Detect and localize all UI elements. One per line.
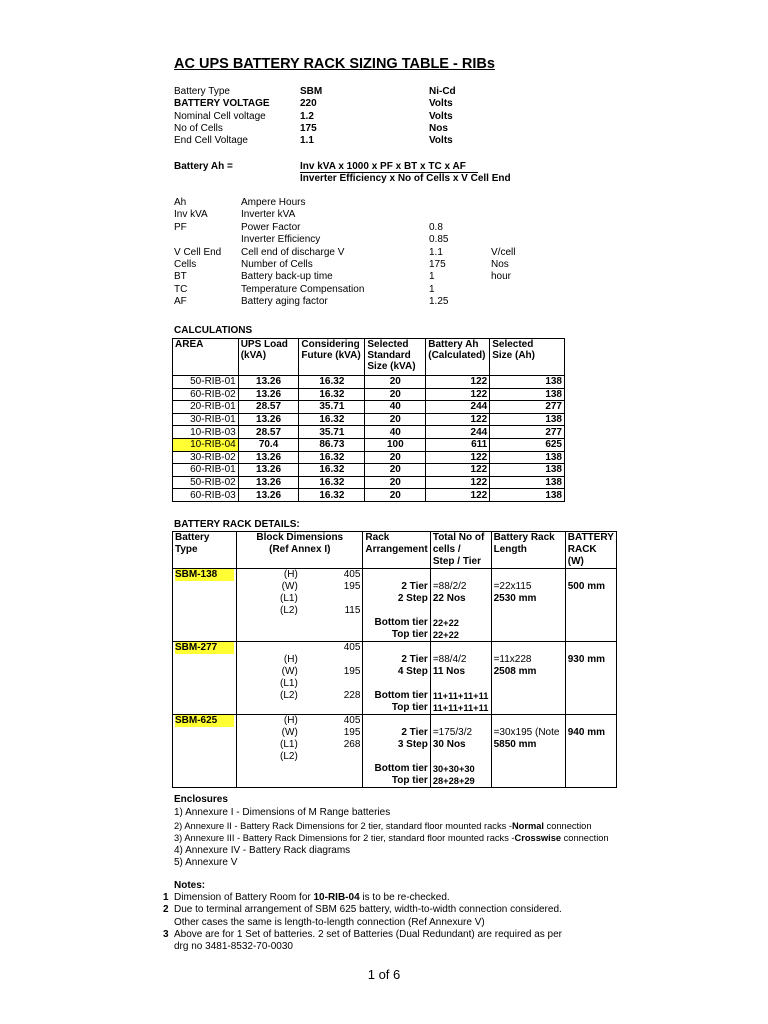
dimension-label: (W)	[281, 727, 298, 738]
battery-type-label: SBM-138	[175, 569, 234, 581]
spacer	[433, 642, 489, 654]
spacer	[433, 569, 489, 581]
note-number: 1	[163, 892, 169, 903]
enclosure-bold: Crosswise	[514, 833, 562, 844]
dimension-label: (H)	[283, 569, 298, 580]
dimension-label: (H)	[283, 654, 298, 665]
selected-ah-cell: 138	[490, 489, 565, 502]
legend-desc: Cell end of discharge V	[241, 246, 345, 258]
legend-value: 1	[429, 283, 435, 295]
top-tier-value: 28+28+29	[432, 776, 475, 786]
column-header: Block Dimensions (Ref Annex I)	[237, 532, 363, 569]
spec-unit: Ni-Cd	[429, 86, 456, 97]
standard-size-cell: 20	[365, 464, 426, 477]
selected-ah-cell: 138	[490, 413, 565, 426]
top-tier-label: Top tier	[391, 775, 428, 786]
spec-unit: Volts	[429, 110, 453, 122]
column-header: AREA	[173, 339, 239, 376]
column-header: Selected Standard Size (kVA)	[365, 339, 426, 376]
standard-size-cell: 20	[365, 376, 426, 389]
note-line: Dimension of Battery Room for	[174, 892, 314, 903]
note-suffix: is to be re-checked.	[359, 892, 450, 903]
top-tier-label: Top tier	[391, 702, 428, 713]
top-tier-value: 22+22	[432, 630, 459, 640]
column-header: Rack Arrangement	[363, 532, 430, 569]
table-row	[173, 401, 565, 414]
calculations-table	[172, 338, 565, 502]
rack-arrangement-cell	[363, 569, 430, 642]
calculations-heading: CALCULATIONS	[174, 325, 253, 336]
column-header: UPS Load (kVA)	[238, 339, 299, 376]
table-row	[173, 489, 565, 502]
battery-ah-cell: 611	[426, 438, 490, 451]
rack-length-formula: =30x195 (Note	[493, 727, 560, 738]
dimension-value: 405	[343, 715, 361, 726]
ups-load-cell: 13.26	[238, 476, 299, 489]
selected-ah-cell: 138	[490, 464, 565, 477]
dimension-value	[302, 654, 361, 666]
column-header: Battery Ah (Calculated)	[426, 339, 490, 376]
table-row	[173, 426, 565, 439]
rack-length-value: 2530 mm	[493, 593, 537, 604]
battery-ah-cell: 122	[426, 489, 490, 502]
legend-desc: Battery back-up time	[241, 271, 333, 283]
selected-ah-cell: 138	[490, 451, 565, 464]
spec-unit: Volts	[429, 135, 453, 147]
dimension-label: (W)	[281, 666, 298, 677]
column-header: Considering Future (kVA)	[299, 339, 365, 376]
spacer	[568, 715, 614, 727]
spacer	[365, 678, 427, 690]
spec-value: SBM	[300, 86, 323, 97]
battery-ah-cell: 122	[426, 413, 490, 426]
legend-unit: hour	[491, 271, 512, 283]
notes-heading: Notes:	[174, 880, 206, 891]
column-header: Selected Size (Ah)	[490, 339, 565, 376]
battery-ah-cell: 244	[426, 401, 490, 414]
note-line: drg no 3481-8532-70-0030	[174, 941, 293, 953]
page-title: AC UPS BATTERY RACK SIZING TABLE - RIBs	[174, 56, 495, 72]
rack-length-value: 2508 mm	[493, 666, 537, 677]
cells-ratio: =88/2/2	[432, 581, 467, 592]
spec-label: No of Cells	[174, 122, 223, 134]
spec-unit: Nos	[429, 122, 448, 134]
column-header: BATTERY RACK (W)	[565, 532, 616, 569]
dimension-value: 115	[344, 605, 361, 616]
battery-ah-cell: 122	[426, 476, 490, 489]
dimension-labels-cell	[237, 715, 300, 788]
standard-size-cell: 20	[365, 476, 426, 489]
spacer	[494, 642, 563, 654]
note-line: Other cases the same is length-to-length connection (Ref Annexure V)	[174, 916, 485, 928]
spec-value: 220	[300, 98, 317, 110]
spec-label: BATTERY VOLTAGE	[174, 98, 270, 110]
column-header: Battery Rack Length	[491, 532, 565, 569]
rack-width-value: 940 mm	[567, 727, 605, 738]
legend-value: 1	[429, 271, 435, 283]
tier-count: 2 Tier	[401, 654, 428, 665]
spec-label: Battery Type	[174, 86, 230, 97]
selected-ah-cell: 277	[490, 401, 565, 414]
spacer	[568, 642, 614, 654]
dimension-value: 195	[343, 727, 361, 738]
table-row	[173, 464, 565, 477]
spacer	[433, 751, 489, 763]
dimension-values-cell	[300, 715, 363, 788]
dimension-label: (L1)	[279, 678, 298, 689]
spec-label: End Cell Voltage	[174, 135, 248, 147]
selected-ah-cell: 625	[490, 438, 565, 451]
enclosures-heading: Enclosures	[174, 794, 228, 805]
tier-count: 2 Tier	[401, 727, 428, 738]
standard-size-cell: 40	[365, 401, 426, 414]
future-load-cell: 16.32	[299, 388, 365, 401]
spec-value: 1.1	[300, 135, 314, 147]
legend-abbr: V Cell End	[174, 246, 222, 258]
rack-arrangement-cell	[363, 642, 430, 715]
area-cell: 10-RIB-03	[173, 426, 239, 439]
enclosure-text: 2) Annexure II - Battery Rack Dimensions for 2 tier, standard floor mounted racks -	[174, 820, 512, 831]
spacer	[494, 569, 563, 581]
future-load-cell: 35.71	[299, 426, 365, 439]
ups-load-cell: 13.26	[238, 464, 299, 477]
rack-length-cell	[491, 715, 565, 788]
enclosure-item	[174, 807, 390, 819]
legend-abbr: Inv kVA	[174, 209, 208, 221]
ups-load-cell: 28.57	[238, 426, 299, 439]
note-number: 3	[163, 928, 169, 940]
future-load-cell: 16.32	[299, 451, 365, 464]
spacer	[433, 605, 489, 617]
spec-unit: Volts	[429, 98, 453, 110]
step-count: 4 Step	[397, 666, 428, 677]
dimension-value: 268	[343, 739, 361, 750]
standard-size-cell: 20	[365, 388, 426, 401]
dimension-value	[302, 678, 361, 690]
area-cell: 50-RIB-02	[173, 476, 239, 489]
enclosure-text: 4) Annexure IV - Battery Rack diagrams	[174, 844, 351, 856]
selected-ah-cell: 138	[490, 388, 565, 401]
legend-abbr: AF	[174, 296, 187, 308]
battery-type-label: SBM-277	[175, 642, 234, 654]
standard-size-cell: 20	[365, 451, 426, 464]
enclosure-item	[174, 857, 237, 869]
total-cells-cell	[430, 715, 491, 788]
spacer	[365, 569, 427, 581]
enclosure-text: 5) Annexure V	[174, 857, 238, 869]
spacer	[365, 715, 427, 727]
note-text	[174, 892, 450, 904]
rack-arrangement-cell	[363, 715, 430, 788]
top-tier-label: Top tier	[391, 629, 428, 640]
legend-desc: Temperature Compensation	[241, 283, 365, 295]
legend-value: 0.85	[429, 234, 449, 246]
enclosure-bold: Normal	[511, 820, 544, 831]
cells-per-step: 22 Nos	[432, 593, 466, 604]
dimension-value: 195	[343, 581, 361, 592]
formula-numerator: Inv kVA x 1000 x PF x BT x TC x AF	[300, 161, 478, 173]
spec-label: Nominal Cell voltage	[174, 110, 266, 122]
legend-value: 1.25	[429, 296, 449, 308]
area-cell: 60-RIB-02	[173, 388, 239, 401]
formula-label: Battery Ah =	[174, 161, 233, 172]
rack-length-value: 5850 mm	[493, 739, 537, 750]
cells-ratio: =88/4/2	[432, 654, 467, 665]
future-load-cell: 86.73	[299, 438, 365, 451]
legend-unit: V/cell	[491, 246, 516, 258]
bottom-tier-label: Bottom tier	[374, 763, 428, 774]
rack-length-cell	[491, 569, 565, 642]
standard-size-cell: 20	[365, 413, 426, 426]
note-text	[174, 904, 562, 916]
cells-per-step: 30 Nos	[432, 739, 466, 750]
area-cell: 60-RIB-03	[173, 489, 239, 502]
legend-abbr: BT	[174, 271, 187, 283]
legend-value: 175	[429, 259, 446, 270]
enclosure-suffix: connection	[561, 833, 609, 844]
bottom-tier-value: 22+22	[432, 618, 459, 628]
dimension-value: 405	[343, 569, 361, 580]
enclosure-item	[174, 832, 609, 844]
future-load-cell: 16.32	[299, 413, 365, 426]
table-row	[173, 476, 565, 489]
selected-ah-cell: 138	[490, 476, 565, 489]
dimension-values-cell	[300, 642, 363, 715]
legend-abbr: Ah	[174, 197, 187, 208]
enclosure-text: 3) Annexure III - Battery Rack Dimensions for 2 tier, standard floor mounted racks -	[174, 833, 515, 844]
step-count: 2 Step	[397, 593, 428, 604]
enclosure-text: 1) Annexure I - Dimensions of M Range batteries	[174, 807, 391, 818]
legend-abbr: Cells	[174, 259, 197, 270]
rack-row	[173, 642, 617, 715]
rack-width-cell	[565, 642, 616, 715]
page-number: 1 of 6	[367, 967, 401, 982]
dimension-label: (L2)	[279, 751, 298, 762]
spacer	[433, 715, 489, 727]
battery-ah-cell: 122	[426, 376, 490, 389]
ups-load-cell: 13.26	[238, 376, 299, 389]
note-text	[174, 929, 562, 941]
enclosure-item	[174, 820, 592, 832]
table-row	[173, 451, 565, 464]
area-cell: 30-RIB-02	[173, 451, 239, 464]
legend-desc: Power Factor	[241, 221, 301, 233]
battery-ah-cell: 122	[426, 464, 490, 477]
battery-type-cell	[173, 569, 237, 642]
battery-type-cell	[173, 715, 237, 788]
selected-ah-cell: 277	[490, 426, 565, 439]
dimension-label: (L2)	[279, 690, 298, 701]
table-row	[173, 376, 565, 389]
rack-length-formula: =22x115	[493, 581, 532, 592]
ups-load-cell: 13.26	[238, 388, 299, 401]
standard-size-cell: 20	[365, 489, 426, 502]
area-cell: 60-RIB-01	[173, 464, 239, 477]
dimension-value: 405	[343, 642, 361, 653]
bottom-tier-label: Bottom tier	[374, 617, 428, 628]
cells-per-step: 11 Nos	[432, 666, 466, 677]
legend-desc: Inverter kVA	[241, 209, 296, 221]
bottom-tier-value: 30+30+30	[432, 764, 475, 774]
future-load-cell: 35.71	[299, 401, 365, 414]
future-load-cell: 16.32	[299, 476, 365, 489]
ups-load-cell: 28.57	[238, 401, 299, 414]
dimension-values-cell	[300, 569, 363, 642]
battery-ah-cell: 244	[426, 426, 490, 439]
spec-value: 175	[300, 122, 317, 134]
rack-row	[173, 569, 617, 642]
legend-unit: Nos	[491, 259, 509, 270]
area-cell: 10-RIB-04	[173, 438, 239, 451]
rack-details-table	[172, 531, 617, 788]
future-load-cell: 16.32	[299, 464, 365, 477]
ups-load-cell: 13.26	[238, 451, 299, 464]
note-text	[174, 941, 293, 953]
ups-load-cell: 13.26	[238, 413, 299, 426]
rack-length-cell	[491, 642, 565, 715]
dimension-label: (H)	[283, 715, 298, 726]
table-row	[173, 413, 565, 426]
ups-load-cell: 70.4	[238, 438, 299, 451]
rack-header-row	[173, 532, 617, 569]
legend-desc: Ampere Hours	[241, 197, 306, 208]
legend-value: 1.1	[429, 246, 443, 258]
table-row	[173, 388, 565, 401]
dimension-value: 228	[343, 690, 361, 701]
bottom-tier-value: 11+11+11+11	[432, 691, 489, 701]
area-cell: 30-RIB-01	[173, 413, 239, 426]
spec-value: 1.2	[300, 110, 314, 122]
dimension-label: (L2)	[279, 605, 298, 616]
total-cells-cell	[430, 569, 491, 642]
battery-ah-cell: 122	[426, 451, 490, 464]
battery-type-cell	[173, 642, 237, 715]
rack-width-value: 500 mm	[567, 581, 605, 592]
tier-count: 2 Tier	[401, 581, 428, 592]
area-cell: 20-RIB-01	[173, 401, 239, 414]
future-load-cell: 16.32	[299, 489, 365, 502]
total-cells-cell	[430, 642, 491, 715]
standard-size-cell: 100	[365, 438, 426, 451]
area-cell: 50-RIB-01	[173, 376, 239, 389]
standard-size-cell: 40	[365, 426, 426, 439]
dimension-value	[302, 751, 361, 763]
legend-abbr: PF	[174, 221, 187, 233]
note-number: 2	[163, 904, 169, 916]
spacer	[494, 715, 563, 727]
battery-type-label: SBM-625	[175, 715, 234, 727]
legend-desc: Inverter Efficiency	[241, 234, 321, 246]
legend-value: 0.8	[429, 221, 443, 233]
dimension-label: (L1)	[279, 593, 298, 604]
battery-ah-cell: 122	[426, 388, 490, 401]
note-line: Due to terminal arrangement of SBM 625 battery, width-to-width connection considered.	[174, 904, 562, 916]
dimension-label: (L1)	[279, 739, 298, 750]
rack-length-formula: =11x228	[493, 654, 532, 665]
note-line: Above are for 1 Set of batteries. 2 set of Batteries (Dual Redundant) are required as per	[174, 928, 562, 940]
dimension-label	[239, 642, 298, 654]
column-header: Total No of cells / Step / Tier	[430, 532, 491, 569]
legend-desc: Battery aging factor	[241, 296, 328, 308]
calculations-header-row	[173, 339, 565, 376]
formula-denominator: Inverter Efficiency x No of Cells x V Cell End	[300, 173, 511, 184]
dimension-value	[302, 593, 361, 605]
rack-width-cell	[565, 569, 616, 642]
ups-load-cell: 13.26	[238, 489, 299, 502]
note-bold: 10-RIB-04	[313, 892, 360, 903]
dimension-labels-cell	[237, 569, 300, 642]
legend-desc: Number of Cells	[241, 259, 313, 270]
column-header: Battery Type	[173, 532, 237, 569]
dimension-labels-cell	[237, 642, 300, 715]
selected-ah-cell: 138	[490, 376, 565, 389]
spacer	[365, 751, 427, 763]
rack-row	[173, 715, 617, 788]
spacer	[568, 569, 614, 581]
spacer	[365, 642, 427, 654]
rack-details-heading: BATTERY RACK DETAILS:	[174, 519, 300, 530]
step-count: 3 Step	[397, 739, 428, 750]
spacer	[365, 605, 427, 617]
cells-ratio: =175/3/2	[432, 727, 473, 738]
legend-abbr: TC	[174, 283, 188, 295]
dimension-value: 195	[343, 666, 361, 677]
top-tier-value: 11+11+11+11	[432, 703, 489, 713]
dimension-label: (W)	[281, 581, 298, 592]
note-text	[174, 917, 485, 929]
future-load-cell: 16.32	[299, 376, 365, 389]
enclosure-suffix: connection	[543, 820, 592, 831]
rack-width-value: 930 mm	[567, 654, 605, 665]
bottom-tier-label: Bottom tier	[374, 690, 428, 701]
spacer	[433, 678, 489, 690]
enclosure-item	[174, 845, 350, 857]
rack-width-cell	[565, 715, 616, 788]
table-row	[173, 438, 565, 451]
